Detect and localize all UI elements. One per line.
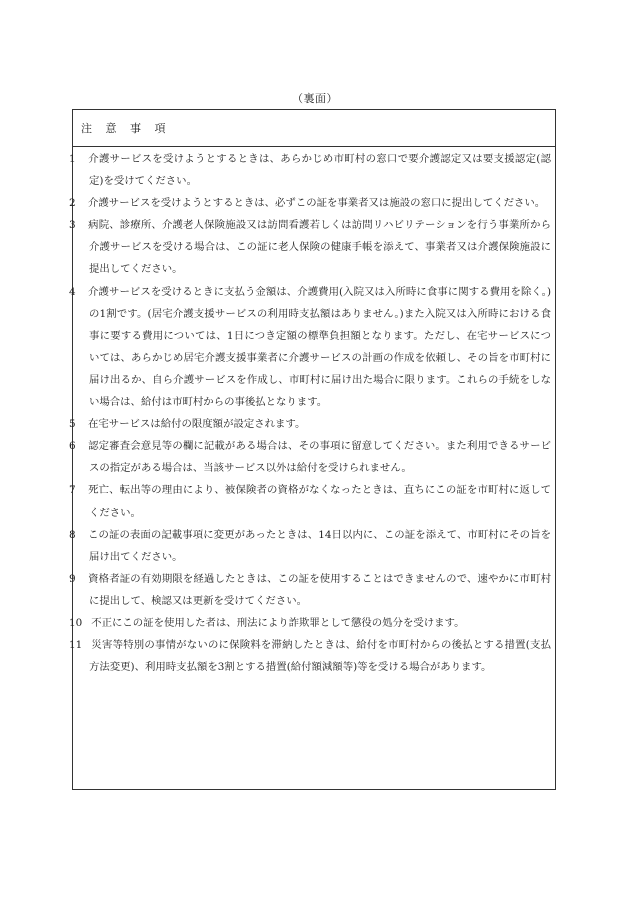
notice-item: 7 死亡、転出等の理由により、被保険者の資格がなくなったときは、直ちにこの証を市町村に返してください。 (69, 484, 551, 519)
notice-item: 5 在宅サービスは給付の限度額が設定されます。 (69, 418, 306, 431)
notice-item-text: 介護サービスを受けるときに支払う金額は、介護費用(入院又は入所時に食事に関する費用を除く。)の1割です。(居宅介護支援サービスの利用時支払額はありません。)また入院又は入所時における食事に要する費用については、1日につき定額の標準負担額となります。ただし、在宅サービスについては、あらかじめ居宅介護支援事業者に介護サービスの計画の作成を依頼し、その旨を市町村に届け出るか、自ら介護サービスを作成し、市町村に届け出た場合に限ります。これらの手続をしない場合は、給付は市町村からの事後払となります。 (88, 285, 551, 409)
notice-title-char: 項 (154, 122, 166, 135)
notice-item-text: 在宅サービスは給付の限度額が設定されます。 (88, 418, 306, 431)
notice-item-text: 災害等特別の事情がないのに保険料を滞納したときは、給付を市町村からの後払とする措置(支払方法変更)、利用時支払額を3割とする措置(給付額減額等)等を受ける場合があります。 (89, 639, 551, 674)
notice-item-text: 資格者証の有効期限を経過したときは、この証を使用することはできませんので、速やかに市町村に提出して、検認又は更新を受けてください。 (88, 572, 551, 607)
notice-title-char: 事 (130, 122, 142, 135)
notice-box (69, 109, 556, 790)
notice-item-text: 介護サービスを受けようとするときは、必ずこの証を事業者又は施設の窓口に提出してください。 (88, 197, 546, 210)
notice-title-char: 注 (81, 122, 93, 135)
notice-item-text: 病院、診療所、介護老人保険施設又は訪問看護若しくは訪問リハビリテーションを行う事業所から介護サービスを受ける場合は、この証に老人保険の健康手帳を添えて、事業者又は介護保険施設に提出してください。 (88, 219, 551, 276)
notice-item (69, 634, 551, 678)
notice-item: 9 資格者証の有効期限を経過したときは、この証を使用することはできませんので、速やかに市町村に提出して、検認又は更新を受けてください。 (69, 572, 551, 607)
notice-item-text: 認定審査会意見等の欄に記載がある場合は、その事項に留意してください。また利用できるサービスの指定がある場合は、当該サービス以外は給付を受けられません。 (88, 440, 551, 475)
page-heading: （裏面） (292, 92, 338, 105)
notice-item: 6 認定審査会意見等の欄に記載がある場合は、その事項に留意してください。また利用できるサービスの指定がある場合は、当該サービス以外は給付を受けられません。 (69, 440, 551, 475)
notice-item: 2 介護サービスを受けようとするときは、必ずこの証を事業者又は施設の窓口に提出してください。 (69, 197, 546, 210)
notice-item: 1 介護サービスを受けようとするときは、あらかじめ市町村の窓口で要介護認定又は要支援認定(認定)を受けてください。 (69, 153, 551, 188)
notice-item-text: この証の表面の記載事項に変更があったときは、14日以内に、この証を添えて、市町村にその旨を届け出てください。 (88, 528, 551, 563)
notice-item: 3 病院、診療所、介護老人保険施設又は訪問看護若しくは訪問リハビリテーションを行う事業所から介護サービスを受ける場合は、この証に老人保険の健康手帳を添えて、事業者又は介護保険施設に提出してください。 (69, 219, 551, 276)
title-divider (73, 146, 555, 147)
notice-item-text: 不正にこの証を使用した者は、刑法により詐欺罪として懲役の処分を受けます。 (91, 616, 465, 629)
notice-item: 4 介護サービスを受けるときに支払う金額は、介護費用(入院又は入所時に食事に関する費用を除く。)の1割です。(居宅介護支援サービスの利用時支払額はありません。)また入院又は入所時における食事に要する費用については、1日につき定額の標準負担額となります。ただし、在宅サービスについては、あらかじめ居宅介護支援事業者に介護サービスの計画の作成を依頼し、その旨を市町村に届け出るか、自ら介護サービスを作成し、市町村に届け出た場合に限ります。これらの手続をしない場合は、給付は市町村からの事後払となります。 (69, 285, 551, 409)
notice-title-char: 意 (105, 122, 117, 135)
notice-list (69, 148, 551, 678)
notice-item-number: 10 (69, 616, 83, 629)
notice-item: 8 この証の表面の記載事項に変更があったときは、14日以内に、この証を添えて、市町村にその旨を届け出てください。 (69, 528, 551, 563)
notice-item-number: 11 (69, 639, 83, 652)
notice-item-text: 介護サービスを受けようとするときは、あらかじめ市町村の窓口で要介護認定又は要支援認定(認定)を受けてください。 (88, 153, 551, 188)
notice-item-text: 死亡、転出等の理由により、被保険者の資格がなくなったときは、直ちにこの証を市町村に返してください。 (88, 484, 551, 519)
notice-item (69, 612, 551, 634)
notice-title (81, 120, 179, 136)
